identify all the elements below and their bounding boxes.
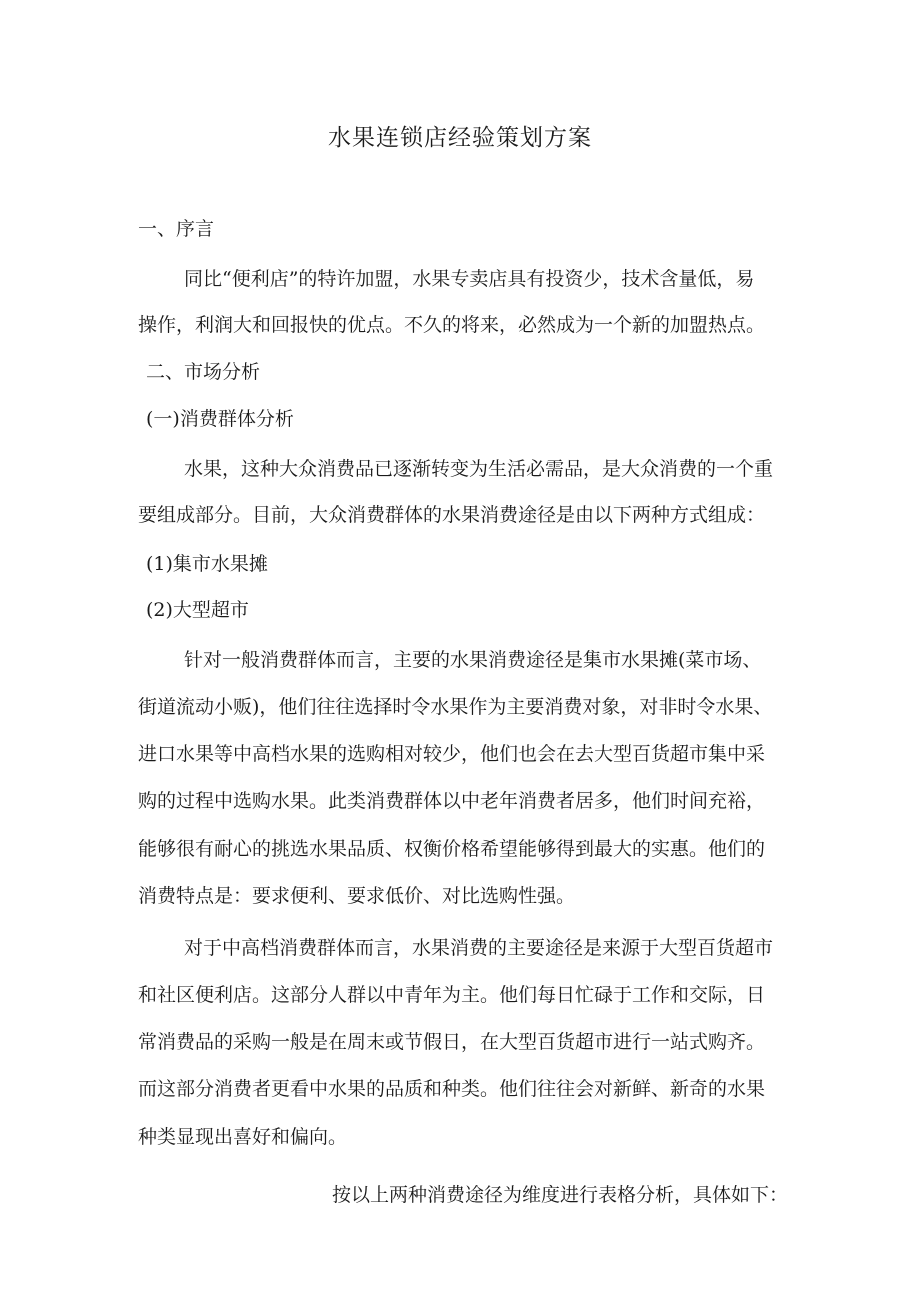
section-heading-preface: 一、序言 xyxy=(138,218,215,240)
section-heading-market-analysis: 二、市场分析 xyxy=(146,361,261,383)
document-title: 水果连锁店经验策划方案 xyxy=(328,125,592,151)
paragraph-line: 购的过程中选购水果。此类消费群体以中老年消费者居多，他们时间充裕， xyxy=(138,790,766,812)
paragraph-line: 消费特点是：要求便利、要求低价、对比选购性强。 xyxy=(138,885,576,907)
paragraph-line: 同比“便利店”的特许加盟，水果专卖店具有投资少，技术含量低，易 xyxy=(184,268,755,290)
paragraph-line: 要组成部分。目前，大众消费群体的水果消费途径是由以下两种方式组成： xyxy=(138,504,766,526)
list-item: (1)集市水果摊 xyxy=(146,553,268,575)
subsection-heading-consumer-groups: (一)消费群体分析 xyxy=(146,408,294,430)
paragraph-line: 能够很有耐心的挑选水果品质、权衡价格希望能够得到最大的实惠。他们的 xyxy=(138,838,766,860)
paragraph-line: 街道流动小贩)，他们往往选择时令水果作为主要消费对象，对非时令水果、 xyxy=(138,696,773,718)
paragraph-line: 而这部分消费者更看中水果的品质和种类。他们往往会对新鲜、新奇的水果 xyxy=(138,1078,766,1100)
closing-line: 按以上两种消费途径为维度进行表格分析，具体如下： xyxy=(332,1184,789,1206)
paragraph-line: 常消费品的采购一般是在周末或节假日，在大型百货超市进行一站式购齐。 xyxy=(138,1031,766,1053)
paragraph-line: 水果，这种大众消费品已逐渐转变为生活必需品，是大众消费的一个重 xyxy=(184,458,774,480)
paragraph-line: 针对一般消费群体而言，主要的水果消费途径是集市水果摊(菜市场、 xyxy=(184,649,762,671)
paragraph-line: 进口水果等中高档水果的选购相对较少，他们也会在去大型百货超市集中采 xyxy=(138,743,766,765)
paragraph-line: 操作，利润大和回报快的优点。不久的将来，必然成为一个新的加盟热点。 xyxy=(138,314,766,336)
paragraph-line: 和社区便利店。这部分人群以中青年为主。他们每日忙碌于工作和交际，日 xyxy=(138,984,766,1006)
paragraph-line: 种类显现出喜好和偏向。 xyxy=(138,1126,348,1148)
list-item: (2)大型超市 xyxy=(146,599,249,621)
paragraph-line: 对于中高档消费群体而言，水果消费的主要途径是来源于大型百货超市 xyxy=(184,937,774,959)
